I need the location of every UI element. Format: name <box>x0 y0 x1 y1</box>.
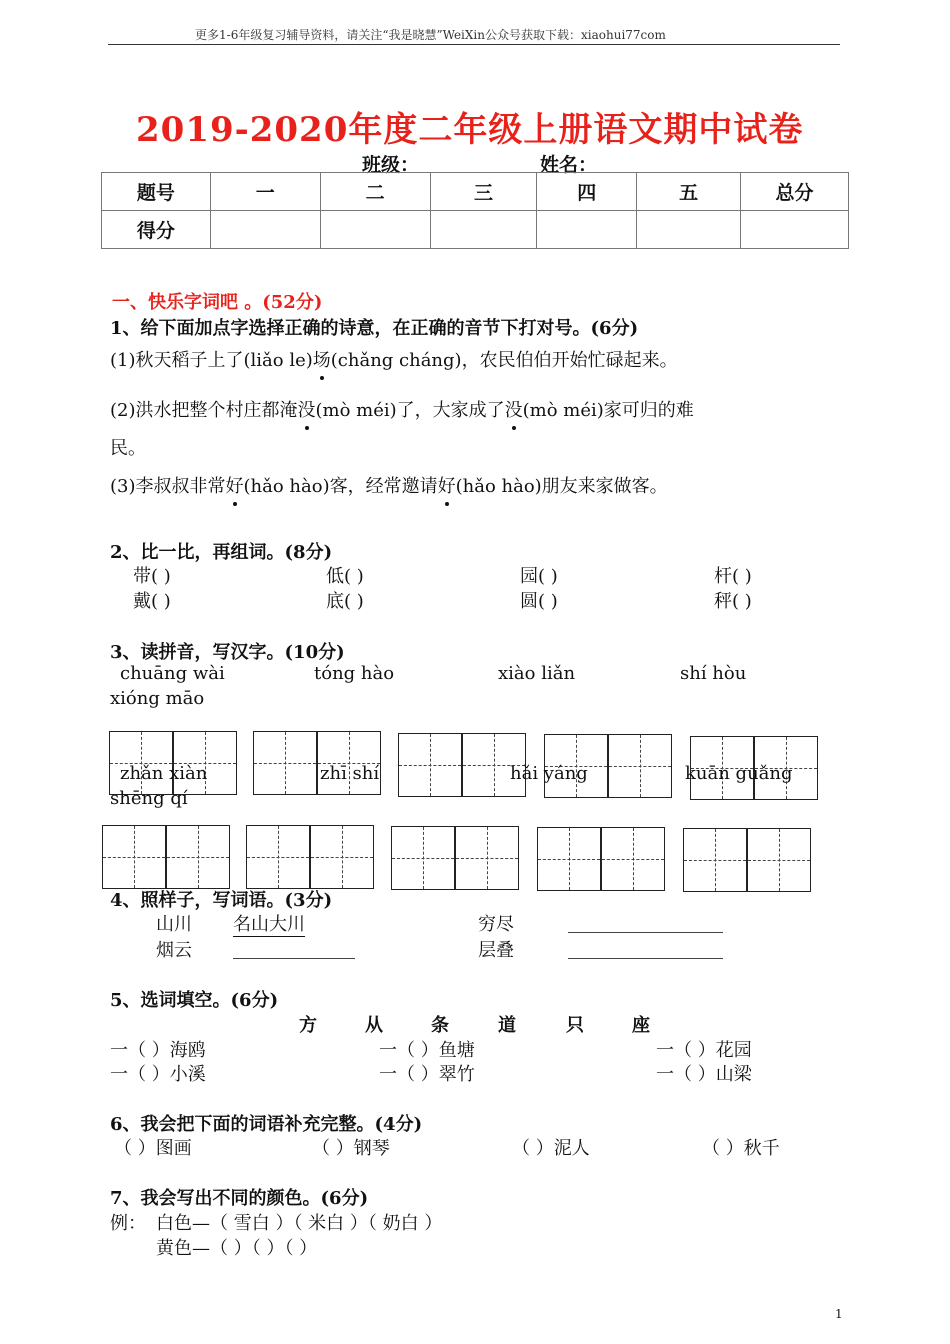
word-option: 道 <box>498 1015 516 1036</box>
writing-grid[interactable] <box>537 827 601 891</box>
pinyin: shēng qí <box>110 788 188 809</box>
question-6-title: 6、我会把下面的词语补充完整。(4分) <box>110 1114 423 1135</box>
dotted-char: 好 <box>437 476 456 497</box>
q1-sentence-2 <box>110 396 694 422</box>
score-header: 四 <box>537 173 637 211</box>
header-rule <box>108 44 840 45</box>
q1-s2-pinyin: (mò méi)了，大家成了 <box>315 400 505 421</box>
q5-item: 一（ ）翠竹 <box>379 1064 475 1085</box>
exam-title: 2019-2020年度二年级上册语文期中试卷 <box>136 110 804 150</box>
writing-grid[interactable] <box>601 827 665 891</box>
score-header: 题号 <box>102 173 211 211</box>
pinyin: shí hòu <box>680 663 747 684</box>
q2-item: 圆( ) <box>520 591 558 612</box>
score-header: 二 <box>320 173 430 211</box>
question-5-title: 5、选词填空。(6分) <box>110 990 279 1011</box>
pinyin: chuāng wài <box>120 663 225 684</box>
pinyin: tóng hào <box>314 663 395 684</box>
q5-item: 一（ ）山梁 <box>656 1064 752 1085</box>
q1-s3-text: (3)李叔叔非常 <box>110 476 226 497</box>
score-header: 五 <box>637 173 741 211</box>
dotted-char: 没 <box>297 400 316 421</box>
writing-grid[interactable] <box>310 825 374 889</box>
q6-item: （ ）秋千 <box>702 1138 780 1159</box>
dotted-char: 好 <box>225 476 244 497</box>
q1-s3-pinyin: (hǎo hào)客，经常邀请 <box>243 476 438 497</box>
writing-grid[interactable] <box>246 825 310 889</box>
q2-item: 底( ) <box>326 591 364 612</box>
q1-s2-rest: (mò méi)家可归的难 <box>522 400 694 421</box>
q4-word: 烟云 <box>156 940 192 961</box>
q4-word: 山川 <box>156 914 192 935</box>
q5-item: 一（ ）小溪 <box>110 1064 206 1085</box>
score-cell[interactable] <box>637 211 741 249</box>
q1-s3-rest: (hǎo hào)朋友来家做客。 <box>455 476 668 497</box>
q1-sentence-1 <box>110 346 678 372</box>
score-header: 一 <box>210 173 320 211</box>
score-cell[interactable] <box>537 211 637 249</box>
word-option: 只 <box>566 1015 584 1036</box>
q7-example: 白色—（ 雪白 ）（ 米白 ）（ 奶白 ） <box>156 1213 443 1234</box>
question-4-title: 4、照样子，写词语。(3分) <box>110 890 333 911</box>
q2-item: 秤( ) <box>714 591 752 612</box>
q2-item: 低( ) <box>326 566 364 587</box>
q5-item: 一（ ）鱼塘 <box>379 1040 475 1061</box>
writing-grid[interactable] <box>455 826 519 890</box>
word-option: 从 <box>365 1015 383 1036</box>
pinyin: zhǎn xiàn <box>120 763 208 784</box>
pinyin: kuān guǎng <box>685 763 793 784</box>
question-3-title: 3、读拼音，写汉字。(10分) <box>110 642 345 663</box>
answer-blank[interactable] <box>233 938 355 959</box>
q1-sentence-2-wrap: 民。 <box>110 438 146 459</box>
q6-item: （ ）泥人 <box>512 1138 590 1159</box>
dotted-char: 没 <box>504 400 523 421</box>
writing-grid[interactable] <box>253 731 317 795</box>
pinyin: xióng māo <box>110 688 205 709</box>
pinyin: hǎi yáng <box>510 763 588 784</box>
score-cell[interactable] <box>741 211 849 249</box>
q1-s2-text: (2)洪水把整个村庄都淹 <box>110 400 298 421</box>
writing-grid[interactable] <box>391 826 455 890</box>
score-header: 总分 <box>741 173 849 211</box>
q5-item: 一（ ）花园 <box>656 1040 752 1061</box>
page-number: 1 <box>835 1307 843 1321</box>
q5-item: 一（ ）海鸥 <box>110 1040 206 1061</box>
q6-item: （ ）图画 <box>114 1138 192 1159</box>
writing-grid[interactable] <box>398 733 462 797</box>
writing-grid[interactable] <box>102 825 166 889</box>
q2-item: 戴( ) <box>133 591 171 612</box>
score-row-label: 得分 <box>102 211 211 249</box>
word-option: 座 <box>632 1015 650 1036</box>
q2-item: 杆( ) <box>714 566 752 587</box>
page-header-note: 更多1-6年级复习辅导资料，请关注“我是晓慧”WeiXin公众号获取下载：xiaohui77com <box>195 28 666 42</box>
pinyin: xiào liǎn <box>498 663 576 684</box>
answer-blank[interactable] <box>568 938 723 959</box>
answer-blank[interactable] <box>568 912 723 933</box>
question-2-title: 2、比一比，再组词。(8分) <box>110 542 333 563</box>
q1-s1-rest: (chǎng cháng)，农民伯伯开始忙碌起来。 <box>330 350 678 371</box>
q4-word: 穷尽 <box>478 914 514 935</box>
question-7-title: 7、我会写出不同的颜色。(6分) <box>110 1188 369 1209</box>
score-cell[interactable] <box>320 211 430 249</box>
pinyin: zhī shí <box>320 763 380 784</box>
word-option: 条 <box>431 1015 449 1036</box>
writing-grid[interactable] <box>747 828 811 892</box>
q1-s1-pinyin: (liǎo le) <box>243 350 313 371</box>
dotted-char: 场 <box>312 350 331 371</box>
class-label: 班级： <box>362 154 420 176</box>
q6-item: （ ）钢琴 <box>312 1138 390 1159</box>
score-table <box>101 172 849 249</box>
q2-item: 园( ) <box>520 566 558 587</box>
q1-sentence-3 <box>110 472 668 498</box>
writing-grid[interactable] <box>683 828 747 892</box>
writing-grid[interactable] <box>608 734 672 798</box>
score-header: 三 <box>430 173 537 211</box>
name-label: 姓名： <box>540 154 598 176</box>
score-cell[interactable] <box>430 211 537 249</box>
q4-word: 层叠 <box>478 940 514 961</box>
question-1-title: 1、给下面加点字选择正确的诗意，在正确的音节下打对号。(6分) <box>110 318 639 339</box>
q4-example-answer: 名山大川 <box>233 910 305 937</box>
section-title: 一、快乐字词吧 。(52分) <box>112 292 323 313</box>
score-cell[interactable] <box>210 211 320 249</box>
q7-line: 黄色—（ ）（ ）（ ） <box>156 1238 318 1259</box>
writing-grid[interactable] <box>166 825 230 889</box>
word-option: 方 <box>299 1015 317 1036</box>
q2-item: 带( ) <box>133 566 171 587</box>
q7-example-prefix: 例： <box>110 1213 146 1234</box>
q1-s1-text: (1)秋天稻子上了 <box>110 350 244 371</box>
